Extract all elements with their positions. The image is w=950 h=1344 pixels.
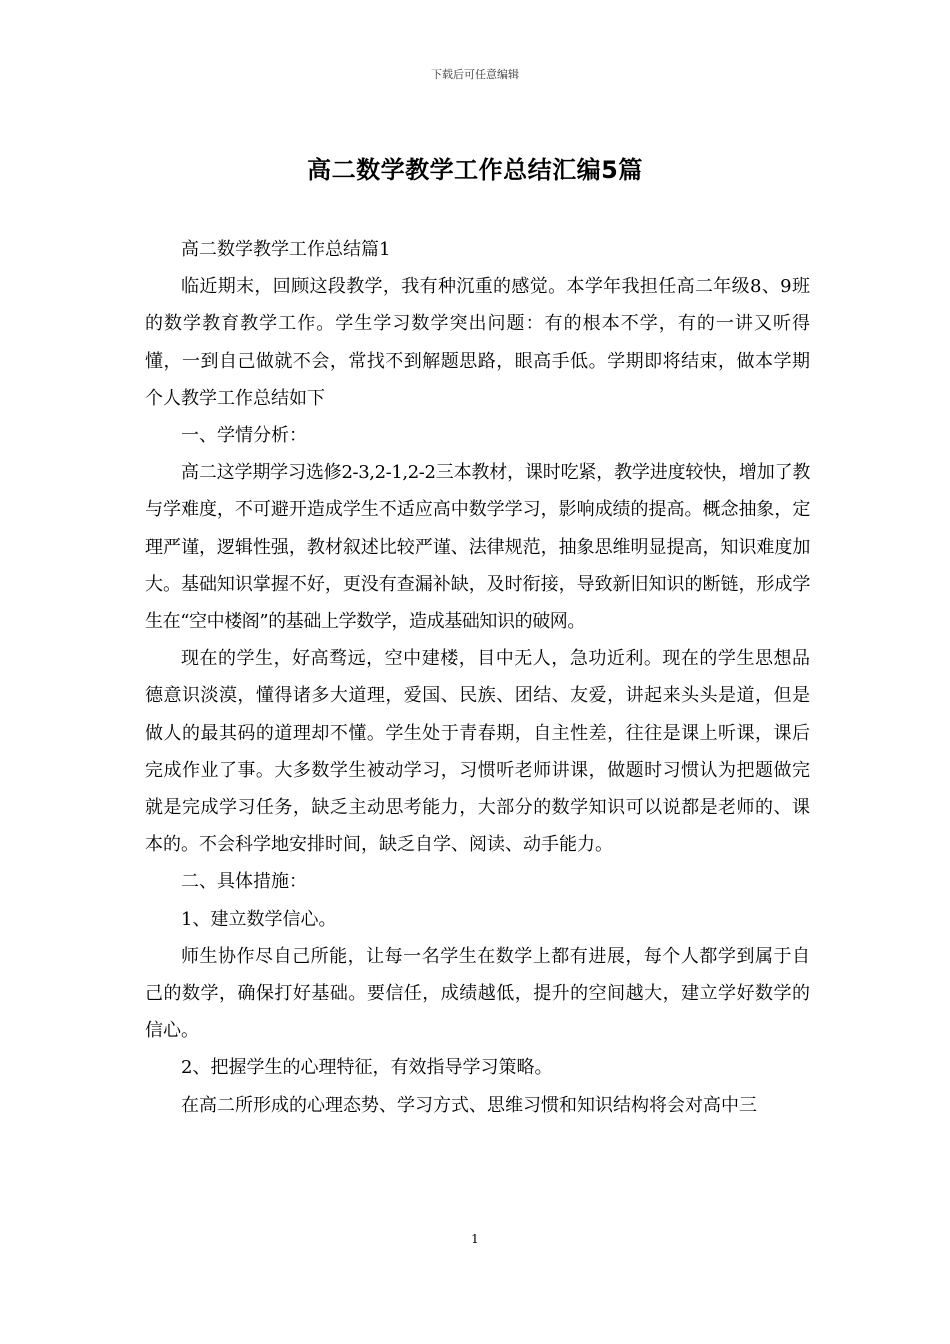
section-heading: 一、学情分析： (181, 425, 307, 447)
body-paragraph: 现在的学生，好高骛远，空中建楼，目中无人，急功近利。现在的学生思想品德意识淡漠，懂得诸多大道理，爱国、民族、团结、友爱，讲起来头头是道，但是做人的最其码的道理却不懂。学生处于青春期，自主性差，往往是课上听课，课后完成作业了事。大多数学生被动学习，习惯听老师讲课，做题时习惯认为把题做完就是完成学习任务，缺乏主动思考能力，大部分的数学知识可以说都是老师的、课本的。不会科学地安排时间，缺乏自学、阅读、动手能力。 (145, 648, 810, 856)
body-paragraph: 在高二所形成的心理态势、学习方式、思维习惯和知识结构将会对高中三 (181, 1094, 757, 1116)
document-title: 高二数学教学工作总结汇编5篇 (307, 156, 643, 184)
body-paragraph: 师生协作尽自己所能，让每一名学生在数学上都有进展，每个人都学到属于自己的数学，确保打好基础。要信任，成绩越低，提升的空间越大，建立学好数学的信心。 (145, 945, 810, 1042)
document-body (145, 231, 810, 1124)
download-note: 下载后可任意编辑 (431, 68, 519, 81)
section-heading: 二、具体措施： (181, 871, 307, 893)
page-number: 1 (471, 1232, 479, 1246)
section-heading: 高二数学教学工作总结篇1 (181, 239, 391, 260)
body-paragraph: 临近期末，回顾这段教学，我有种沉重的感觉。本学年我担任高二年级8、9班的数学教育教学工作。学生学习数学突出问题：有的根本不学，有的一讲又听得懂，一到自己做就不会，常找不到解题思路，眼高手低。学期即将结束，做本学期个人教学工作总结如下 (145, 276, 810, 409)
body-paragraph: 高二这学期学习选修2-3,2-1,2-2三本教材，课时吃紧，教学进度较快，增加了教与学难度，不可避开造成学生不适应高中数学学习，影响成绩的提高。概念抽象，定理严谨，逻辑性强，教材叙述比较严谨、法律规范，抽象思维明显提高，知识难度加大。基础知识掌握不好，更没有查漏补缺，及时衔接，导致新旧知识的断链，形成学生在“空中楼阁”的基础上学数学，造成基础知识的破网。 (145, 462, 810, 633)
subsection-heading: 2、把握学生的心理特征，有效指导学习策略。 (181, 1057, 553, 1079)
subsection-heading: 1、建立数学信心。 (181, 908, 337, 930)
